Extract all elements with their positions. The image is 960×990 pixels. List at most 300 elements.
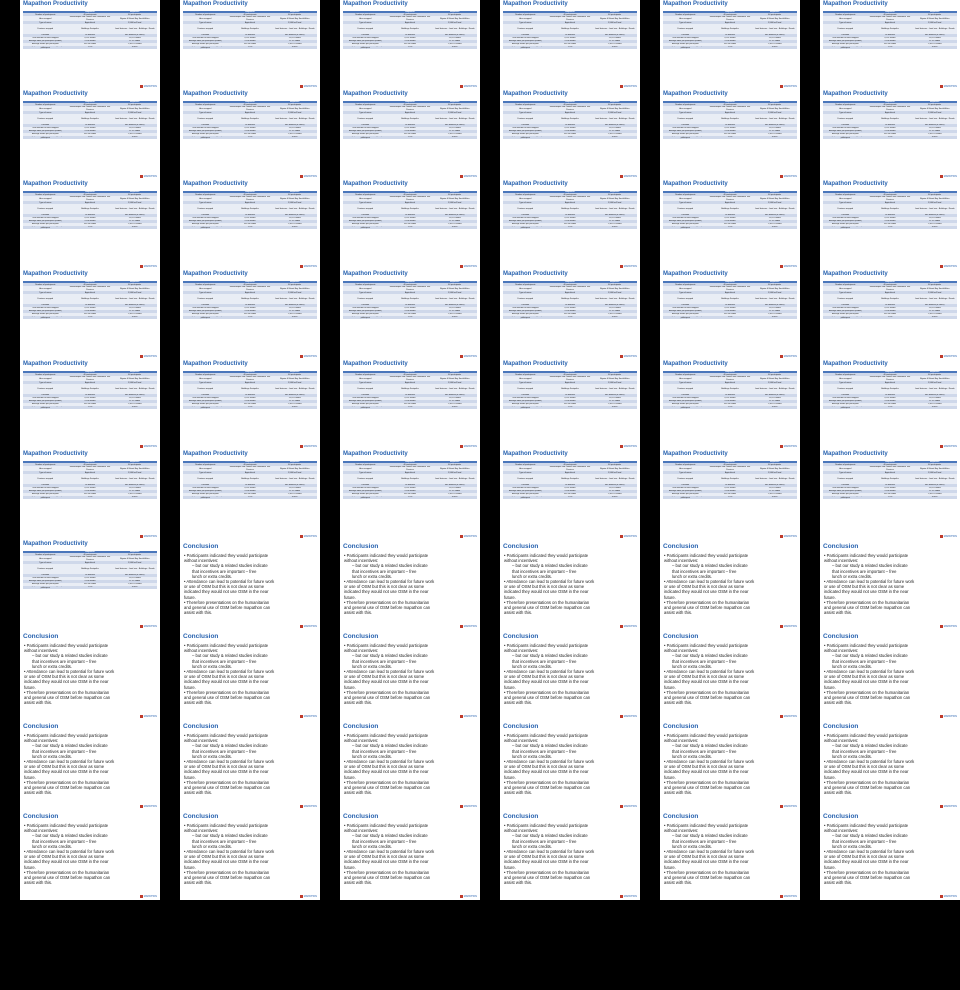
bullet-item: or use of OSM but this is not clear as some <box>664 764 745 770</box>
table-cell: Agricultural <box>725 21 736 24</box>
bullet-item: and general use of OSM before mapathon can <box>664 694 751 700</box>
bullet-item: and general use of OSM before mapathon can <box>184 784 271 790</box>
table-cell: Land features - Land use - Buildings - Roads <box>594 208 635 211</box>
table-cell: Average edits per participant (nodes) <box>828 400 862 403</box>
slide-thumbnail[interactable] <box>820 90 960 180</box>
table-cell: Mozambique and Zambia and Zimbabwe Tete Province <box>549 376 591 381</box>
table-cell: Mozambique and Zambia and Zimbabwe Tete Province <box>549 16 591 21</box>
table-cell: Area mapped <box>39 197 52 200</box>
logo-text: MAPATHON <box>463 85 477 88</box>
slide-thumbnail[interactable] <box>180 360 320 450</box>
table-header-cell: Mapathon <box>725 191 735 193</box>
table-cell: Land features - Land use - Buildings - Roads <box>434 28 475 31</box>
table-cell: Nigeria & Mount Bay South Africa <box>599 107 630 110</box>
data-table <box>503 101 637 139</box>
table-cell: Total number of edits mapped <box>832 37 859 40</box>
table-cell: 97.51 nodes <box>769 40 781 43</box>
table-cell: Average edits per participant (nodes) <box>508 310 542 313</box>
slide-thumbnail[interactable] <box>20 270 160 360</box>
slide-thumbnail[interactable] <box>180 540 320 630</box>
logo-text: MAPATHON <box>783 805 797 808</box>
slide-thumbnail[interactable] <box>180 810 320 900</box>
table-cell: 91.06 nodes <box>84 490 96 493</box>
table-cell: Duration <box>41 574 50 577</box>
slide-thumbnail[interactable] <box>180 630 320 720</box>
table-cell: 390.36 nodes <box>723 403 737 406</box>
table-cell: Land features - Land use - Buildings - Roads <box>914 298 955 301</box>
table-row <box>23 316 157 319</box>
table-row <box>343 406 477 409</box>
slide-thumbnail[interactable] <box>180 270 320 360</box>
table-cell: Nigeria & Mount Bay South Africa <box>599 287 630 290</box>
slide-thumbnail[interactable] <box>500 630 640 720</box>
table-cell: 0.46% <box>611 225 618 228</box>
logo-mark-icon <box>780 805 783 808</box>
table-cell: 96 minutes <box>245 214 255 217</box>
table-cell: Number of participants <box>835 103 856 106</box>
logo-text: MAPATHON <box>623 535 637 538</box>
slide-thumbnail[interactable] <box>340 90 480 180</box>
table-cell: Duration <box>521 34 530 37</box>
table-cell: 97.51 nodes <box>129 40 141 43</box>
logo-text: MAPATHON <box>303 445 317 448</box>
slide-thumbnail[interactable] <box>820 540 960 630</box>
table-cell: Features mapped <box>517 28 534 31</box>
table-cell: 6,501 nodes <box>724 127 736 130</box>
table-cell: 1,565.41 nodes <box>767 43 782 46</box>
slide-logo <box>300 805 317 808</box>
slide-thumbnail[interactable] <box>180 720 320 810</box>
bullet-item: • Participants indicated they would participate <box>184 553 269 558</box>
table-cell: Type of areas <box>359 21 372 24</box>
table-cell: Mozambique and Zambia and Zimbabwe Tete Province <box>869 16 911 21</box>
table-header-cell: Mapathon <box>289 371 300 373</box>
bullet-item: and general use of OSM before mapathon can <box>504 694 591 700</box>
table-cell: Mozambique and Zambia and Zimbabwe Tete Province <box>69 376 111 381</box>
bullet-item: • Therefore presentations on the humanitarian <box>664 779 750 785</box>
logo-mark-icon <box>940 175 943 178</box>
bullet-list <box>664 554 796 616</box>
table-cell: 97.51 nodes <box>449 490 461 493</box>
slide-thumbnail[interactable] <box>820 630 960 720</box>
table-cell: 91.06 nodes <box>884 310 896 313</box>
table-cell: 6,501 nodes <box>404 397 416 400</box>
logo-text: MAPATHON <box>303 625 317 628</box>
table-cell: Land features - Land use - Buildings - Roads <box>274 298 315 301</box>
table-cell: 97.51 nodes <box>129 310 141 313</box>
bullet-item: without incentives: <box>824 738 859 744</box>
bullet-item: or use of OSM but this is not clear as some <box>824 674 905 680</box>
slide-thumbnail[interactable] <box>340 360 480 450</box>
slide-thumbnail[interactable] <box>180 0 320 90</box>
table-header-cell: Mapathon <box>929 11 940 13</box>
table-cell: 60 participants <box>608 193 622 196</box>
table-cell: 1.5% <box>87 45 93 48</box>
table-cell: Average nodes per participant <box>832 493 859 496</box>
bullet-item: that incentives are important – free <box>352 658 417 664</box>
bullet-item: future. <box>184 594 196 600</box>
slide-thumbnail[interactable] <box>500 270 640 360</box>
bullet-item: future. <box>504 774 516 780</box>
bullet-item: • Therefore presentations on the humanitarian <box>824 689 910 695</box>
table-cell: Average percentage of nodes mapped per participant <box>26 225 65 229</box>
bullet-item: assist with this. <box>504 610 533 616</box>
table-cell: Land features - Land use - Buildings - Roads <box>434 388 475 391</box>
table-header-cell: Mapathon <box>289 461 300 463</box>
slide-thumbnail[interactable] <box>820 720 960 810</box>
table-cell: Mozambique and Zambia and Zimbabwe Tete Province <box>869 286 911 291</box>
table-cell: Agricultural <box>405 111 416 114</box>
table-cell: 3,500 km² land <box>448 201 462 204</box>
slide-thumbnail[interactable] <box>20 810 160 900</box>
table-cell: 3,500 km² land <box>128 561 142 564</box>
data-table <box>503 371 637 409</box>
logo-text: MAPATHON <box>463 175 477 178</box>
table-row <box>183 294 317 304</box>
bullet-item: indicated they would not use OSM in the near <box>664 859 749 865</box>
table-cell: Duration <box>41 394 50 397</box>
slide-thumbnail[interactable] <box>820 360 960 450</box>
table-cell: 96 minutes <box>405 124 415 127</box>
table-cell: 1,565.41 nodes <box>287 493 302 496</box>
bullet-item: • Attendance can lead to potential for future work <box>344 578 435 584</box>
slide-title: Conclusion <box>183 723 219 730</box>
table-cell: Mozambique and Zambia and Zimbabwe Tete Province <box>229 286 271 291</box>
table-cell: Average nodes per participant <box>192 403 219 406</box>
bullet-item: without incentives: <box>344 648 379 654</box>
slide-thumbnail[interactable] <box>660 450 800 540</box>
table-header-cell: Mapathon <box>609 101 620 103</box>
table-row <box>343 496 477 499</box>
logo-mark-icon <box>460 535 463 538</box>
table-cell: Nigeria & Mount Bay South Africa <box>119 557 150 560</box>
table-cell: 1,565.41 nodes <box>767 403 782 406</box>
table-cell: Nigeria & Mount Bay South Africa <box>119 17 150 20</box>
slide-thumbnail[interactable] <box>20 360 160 450</box>
slide-thumbnail[interactable] <box>20 0 160 90</box>
table-header-cell: Mapathon <box>289 11 300 13</box>
slide-thumbnail[interactable] <box>340 0 480 90</box>
logo-text: MAPATHON <box>303 535 317 538</box>
table-cell: Land features - Land use - Buildings - Roads <box>114 118 155 121</box>
table-cell: Mozambique and Zambia and Zimbabwe Tete Province <box>709 16 751 21</box>
table-cell: 0.46% <box>611 315 618 318</box>
table-cell: Buildings Footpaths <box>241 118 259 121</box>
table-cell: 390.36 nodes <box>883 403 897 406</box>
bullet-item: indicated they would not use OSM in the near <box>184 769 269 775</box>
logo-mark-icon <box>780 85 783 88</box>
bullet-list <box>504 824 636 886</box>
bullet-item: • Therefore presentations on the humanitarian <box>344 779 430 785</box>
table-cell: 19,951 nodes <box>288 127 301 130</box>
table-cell: 91.06 nodes <box>724 310 736 313</box>
table-cell: 3,500 km² land <box>928 21 942 24</box>
slide-thumbnail[interactable] <box>660 270 800 360</box>
slide-logo <box>940 715 957 718</box>
table-cell: Mozambique and Zambia and Zimbabwe Tete Province <box>549 196 591 201</box>
bullet-item: • Attendance can lead to potential for future work <box>504 848 595 854</box>
table-cell: Average nodes per participant <box>672 493 699 496</box>
bullet-item: – but our study & related studies indicate <box>32 653 108 659</box>
bullet-item: • Attendance can lead to potential for future work <box>824 668 915 674</box>
table-header-cell: Mapathon <box>405 11 415 13</box>
table-cell: Buildings Footpaths <box>401 298 419 301</box>
table-cell: Type of areas <box>39 21 52 24</box>
logo-mark-icon <box>780 715 783 718</box>
slide-logo <box>140 265 157 268</box>
table-cell: Average percentage of nodes mapped per participant <box>666 315 705 319</box>
bullet-item: – but our study & related studies indicate <box>832 833 908 839</box>
slide-thumbnail[interactable] <box>340 810 480 900</box>
table-cell: 60 participants <box>608 103 622 106</box>
table-cell: 1.5% <box>727 225 733 228</box>
slide-thumbnail[interactable] <box>660 0 800 90</box>
table-cell: Average nodes per participant <box>672 133 699 136</box>
logo-text: MAPATHON <box>623 715 637 718</box>
logo-mark-icon <box>140 805 143 808</box>
table-header-cell: Mapathon <box>725 11 735 13</box>
table-cell: 3,500 km² land <box>608 381 622 384</box>
slide-thumbnail[interactable] <box>340 180 480 270</box>
slide-thumbnail[interactable] <box>500 720 640 810</box>
table-cell: Average nodes per participant <box>192 493 219 496</box>
table-cell: Agricultural <box>725 381 736 384</box>
table-cell: Nigeria & Mount Bay South Africa <box>759 197 790 200</box>
bullet-list <box>824 824 956 886</box>
slide-thumbnail[interactable] <box>180 450 320 540</box>
bullet-item: future. <box>824 594 836 600</box>
table-cell: 91.06 nodes <box>404 490 416 493</box>
table-cell: 96 minutes <box>85 304 95 307</box>
table-cell: Nigeria & Mount Bay South Africa <box>759 467 790 470</box>
table-cell: 1,565.41 nodes <box>607 133 622 136</box>
logo-mark-icon <box>620 445 623 448</box>
table-cell: Type of areas <box>359 291 372 294</box>
table-cell: Area mapped <box>199 107 212 110</box>
table-cell: Features mapped <box>677 208 694 211</box>
slide-thumbnail[interactable] <box>20 450 160 540</box>
table-cell: 1.5% <box>407 315 413 318</box>
table-cell: Duration <box>521 394 530 397</box>
slide-thumbnail[interactable] <box>660 630 800 720</box>
table-cell: 390.36 nodes <box>403 223 417 226</box>
bullet-item: without incentives: <box>824 648 859 654</box>
slide-logo <box>780 85 797 88</box>
table-cell: Duration <box>41 304 50 307</box>
table-header-cell: Mapathon <box>725 371 735 373</box>
table-header-cell: Mapathon <box>129 551 140 553</box>
table-row <box>663 384 797 394</box>
slide-thumbnail[interactable] <box>660 720 800 810</box>
table-cell: 480 minutes (8 hours) <box>604 214 625 217</box>
table-cell: Average nodes per participant <box>352 313 379 316</box>
slide-thumbnail[interactable] <box>820 450 960 540</box>
logo-mark-icon <box>300 445 303 448</box>
slide-thumbnail[interactable] <box>20 540 160 630</box>
table-cell: 60 participants <box>448 463 462 466</box>
slide-thumbnail[interactable] <box>500 540 640 630</box>
table-cell: 3,500 km² land <box>768 21 782 24</box>
table-cell: 0.46% <box>931 225 938 228</box>
table-row <box>663 496 797 499</box>
table-cell: 1.5% <box>87 585 93 588</box>
table-cell: Average percentage of nodes mapped per participant <box>346 45 385 49</box>
bullet-list <box>664 824 796 886</box>
table-cell: Features mapped <box>837 28 854 31</box>
table-cell: Duration <box>681 214 690 217</box>
table-cell: 96 minutes <box>565 34 575 37</box>
table-cell: 91.06 nodes <box>884 490 896 493</box>
table-cell: 480 minutes (8 hours) <box>764 214 785 217</box>
slide-thumbnail[interactable] <box>820 810 960 900</box>
table-cell: 1.5% <box>247 135 253 138</box>
table-header-cell: Mapathon <box>449 11 460 13</box>
table-cell: 0.46% <box>131 45 138 48</box>
slide-thumbnail[interactable] <box>20 180 160 270</box>
table-cell: 40 participants <box>403 373 417 376</box>
table-cell: 390.36 nodes <box>563 223 577 226</box>
table-cell: Area mapped <box>359 377 372 380</box>
slide-logo <box>620 175 637 178</box>
table-row <box>663 474 797 484</box>
table-cell: Total number of edits mapped <box>352 307 379 310</box>
bullet-item: indicated they would not use OSM in the near <box>824 859 909 865</box>
bullet-item: lunch or extra credits. <box>32 663 73 669</box>
table-cell: 97.51 nodes <box>289 130 301 133</box>
slide-thumbnail[interactable] <box>340 630 480 720</box>
slide-thumbnail[interactable] <box>20 90 160 180</box>
slide-thumbnail[interactable] <box>820 0 960 90</box>
table-cell: Number of participants <box>835 193 856 196</box>
slide-thumbnail[interactable] <box>500 180 640 270</box>
table-header-cell: Mapathon <box>885 281 895 283</box>
slide-thumbnail[interactable] <box>340 720 480 810</box>
slide-thumbnail[interactable] <box>180 180 320 270</box>
slide-logo <box>780 625 797 628</box>
table-cell: Total number of edits mapped <box>512 127 539 130</box>
logo-mark-icon <box>780 175 783 178</box>
bullet-item: • Participants indicated they would participate <box>664 643 749 648</box>
table-cell: Duration <box>841 484 850 487</box>
logo-mark-icon <box>620 715 623 718</box>
table-cell: 97.51 nodes <box>769 130 781 133</box>
table-cell: 6,501 nodes <box>404 37 416 40</box>
slide-thumbnail[interactable] <box>340 450 480 540</box>
slide-thumbnail[interactable] <box>20 630 160 720</box>
table-cell: 40 participants <box>723 283 737 286</box>
table-cell: 91.06 nodes <box>724 490 736 493</box>
table-cell: 60 participants <box>768 193 782 196</box>
table-row <box>503 496 637 499</box>
table-cell: 91.06 nodes <box>244 220 256 223</box>
table-cell: Total number of edits mapped <box>672 487 699 490</box>
table-cell: Type of areas <box>39 381 52 384</box>
slide-thumbnail[interactable] <box>340 270 480 360</box>
table-header-cell: Mapathon <box>289 101 300 103</box>
table-cell: 60 participants <box>928 283 942 286</box>
slide-thumbnail[interactable] <box>660 180 800 270</box>
table-cell: 19,951 nodes <box>608 37 621 40</box>
table-cell: 19,951 nodes <box>608 127 621 130</box>
bullet-item: lunch or extra credits. <box>672 843 713 849</box>
table-header-cell: Mapathon <box>405 191 415 193</box>
slide-title: Mapathon Productivity <box>23 271 88 277</box>
table-cell: 1.5% <box>727 495 733 498</box>
table-cell: Number of participants <box>35 553 56 556</box>
slide-thumbnail[interactable] <box>500 450 640 540</box>
bullet-item: • Attendance can lead to potential for future work <box>504 668 595 674</box>
bullet-item: • Therefore presentations on the humanitarian <box>504 869 590 875</box>
table-cell: Total number of edits mapped <box>32 307 59 310</box>
bullet-item: • Participants indicated they would participate <box>824 733 909 738</box>
slide-thumbnail[interactable] <box>820 270 960 360</box>
table-header-cell: Mapathon <box>885 11 895 13</box>
table-cell: 6,501 nodes <box>84 37 96 40</box>
table-cell: Mozambique and Zambia and Zimbabwe Tete Province <box>69 106 111 111</box>
bullet-item: • Therefore presentations on the humanitarian <box>664 689 750 695</box>
slide-thumbnail[interactable] <box>660 540 800 630</box>
bullet-item: assist with this. <box>24 790 53 796</box>
table-cell: 0.46% <box>131 315 138 318</box>
slide-thumbnail[interactable] <box>660 810 800 900</box>
table-cell: 40 participants <box>883 373 897 376</box>
table-cell: Duration <box>201 34 210 37</box>
data-table <box>183 101 317 139</box>
slide-thumbnail[interactable] <box>500 360 640 450</box>
slide-thumbnail[interactable] <box>820 180 960 270</box>
bullet-item: • Attendance can lead to potential for future work <box>824 848 915 854</box>
table-cell: 480 minutes (8 hours) <box>924 124 945 127</box>
table-cell: Type of areas <box>199 21 212 24</box>
bullet-item: lunch or extra credits. <box>32 843 73 849</box>
slide-thumbnail[interactable] <box>500 810 640 900</box>
table-cell: 1,565.41 nodes <box>607 313 622 316</box>
table-cell: Duration <box>521 304 530 307</box>
table-cell: Number of participants <box>675 193 696 196</box>
slide-thumbnail[interactable] <box>500 90 640 180</box>
logo-text: MAPATHON <box>463 625 477 628</box>
table-cell: 1,565.41 nodes <box>927 313 942 316</box>
table-cell: Average nodes per participant <box>32 313 59 316</box>
bullet-item: indicated they would not use OSM in the near <box>24 769 109 775</box>
table-cell: Buildings Footpaths <box>81 478 99 481</box>
logo-mark-icon <box>300 355 303 358</box>
bullet-item: • Therefore presentations on the humanitarian <box>344 599 430 605</box>
logo-mark-icon <box>940 715 943 718</box>
table-cell: Agricultural <box>405 21 416 24</box>
table-cell: Type of areas <box>839 381 852 384</box>
table-cell: Agricultural <box>405 201 416 204</box>
logo-text: MAPATHON <box>143 265 157 268</box>
slide-thumbnail[interactable] <box>20 720 160 810</box>
slide-thumbnail[interactable] <box>180 90 320 180</box>
table-cell: Nigeria & Mount Bay South Africa <box>759 377 790 380</box>
table-cell: 40 participants <box>883 283 897 286</box>
logo-text: MAPATHON <box>303 895 317 898</box>
bullet-item: and general use of OSM before mapathon can <box>344 784 431 790</box>
table-cell: 40 participants <box>563 103 577 106</box>
table-cell: 40 participants <box>563 463 577 466</box>
table-cell: 19,951 nodes <box>128 487 141 490</box>
slide-thumbnail[interactable] <box>660 360 800 450</box>
logo-text: MAPATHON <box>303 805 317 808</box>
table-row <box>23 204 157 214</box>
bullet-item: or use of OSM but this is not clear as some <box>824 584 905 590</box>
slide-thumbnail[interactable] <box>660 90 800 180</box>
slide-thumbnail[interactable] <box>340 540 480 630</box>
table-cell: Number of participants <box>35 193 56 196</box>
slide-thumbnail[interactable] <box>500 0 640 90</box>
